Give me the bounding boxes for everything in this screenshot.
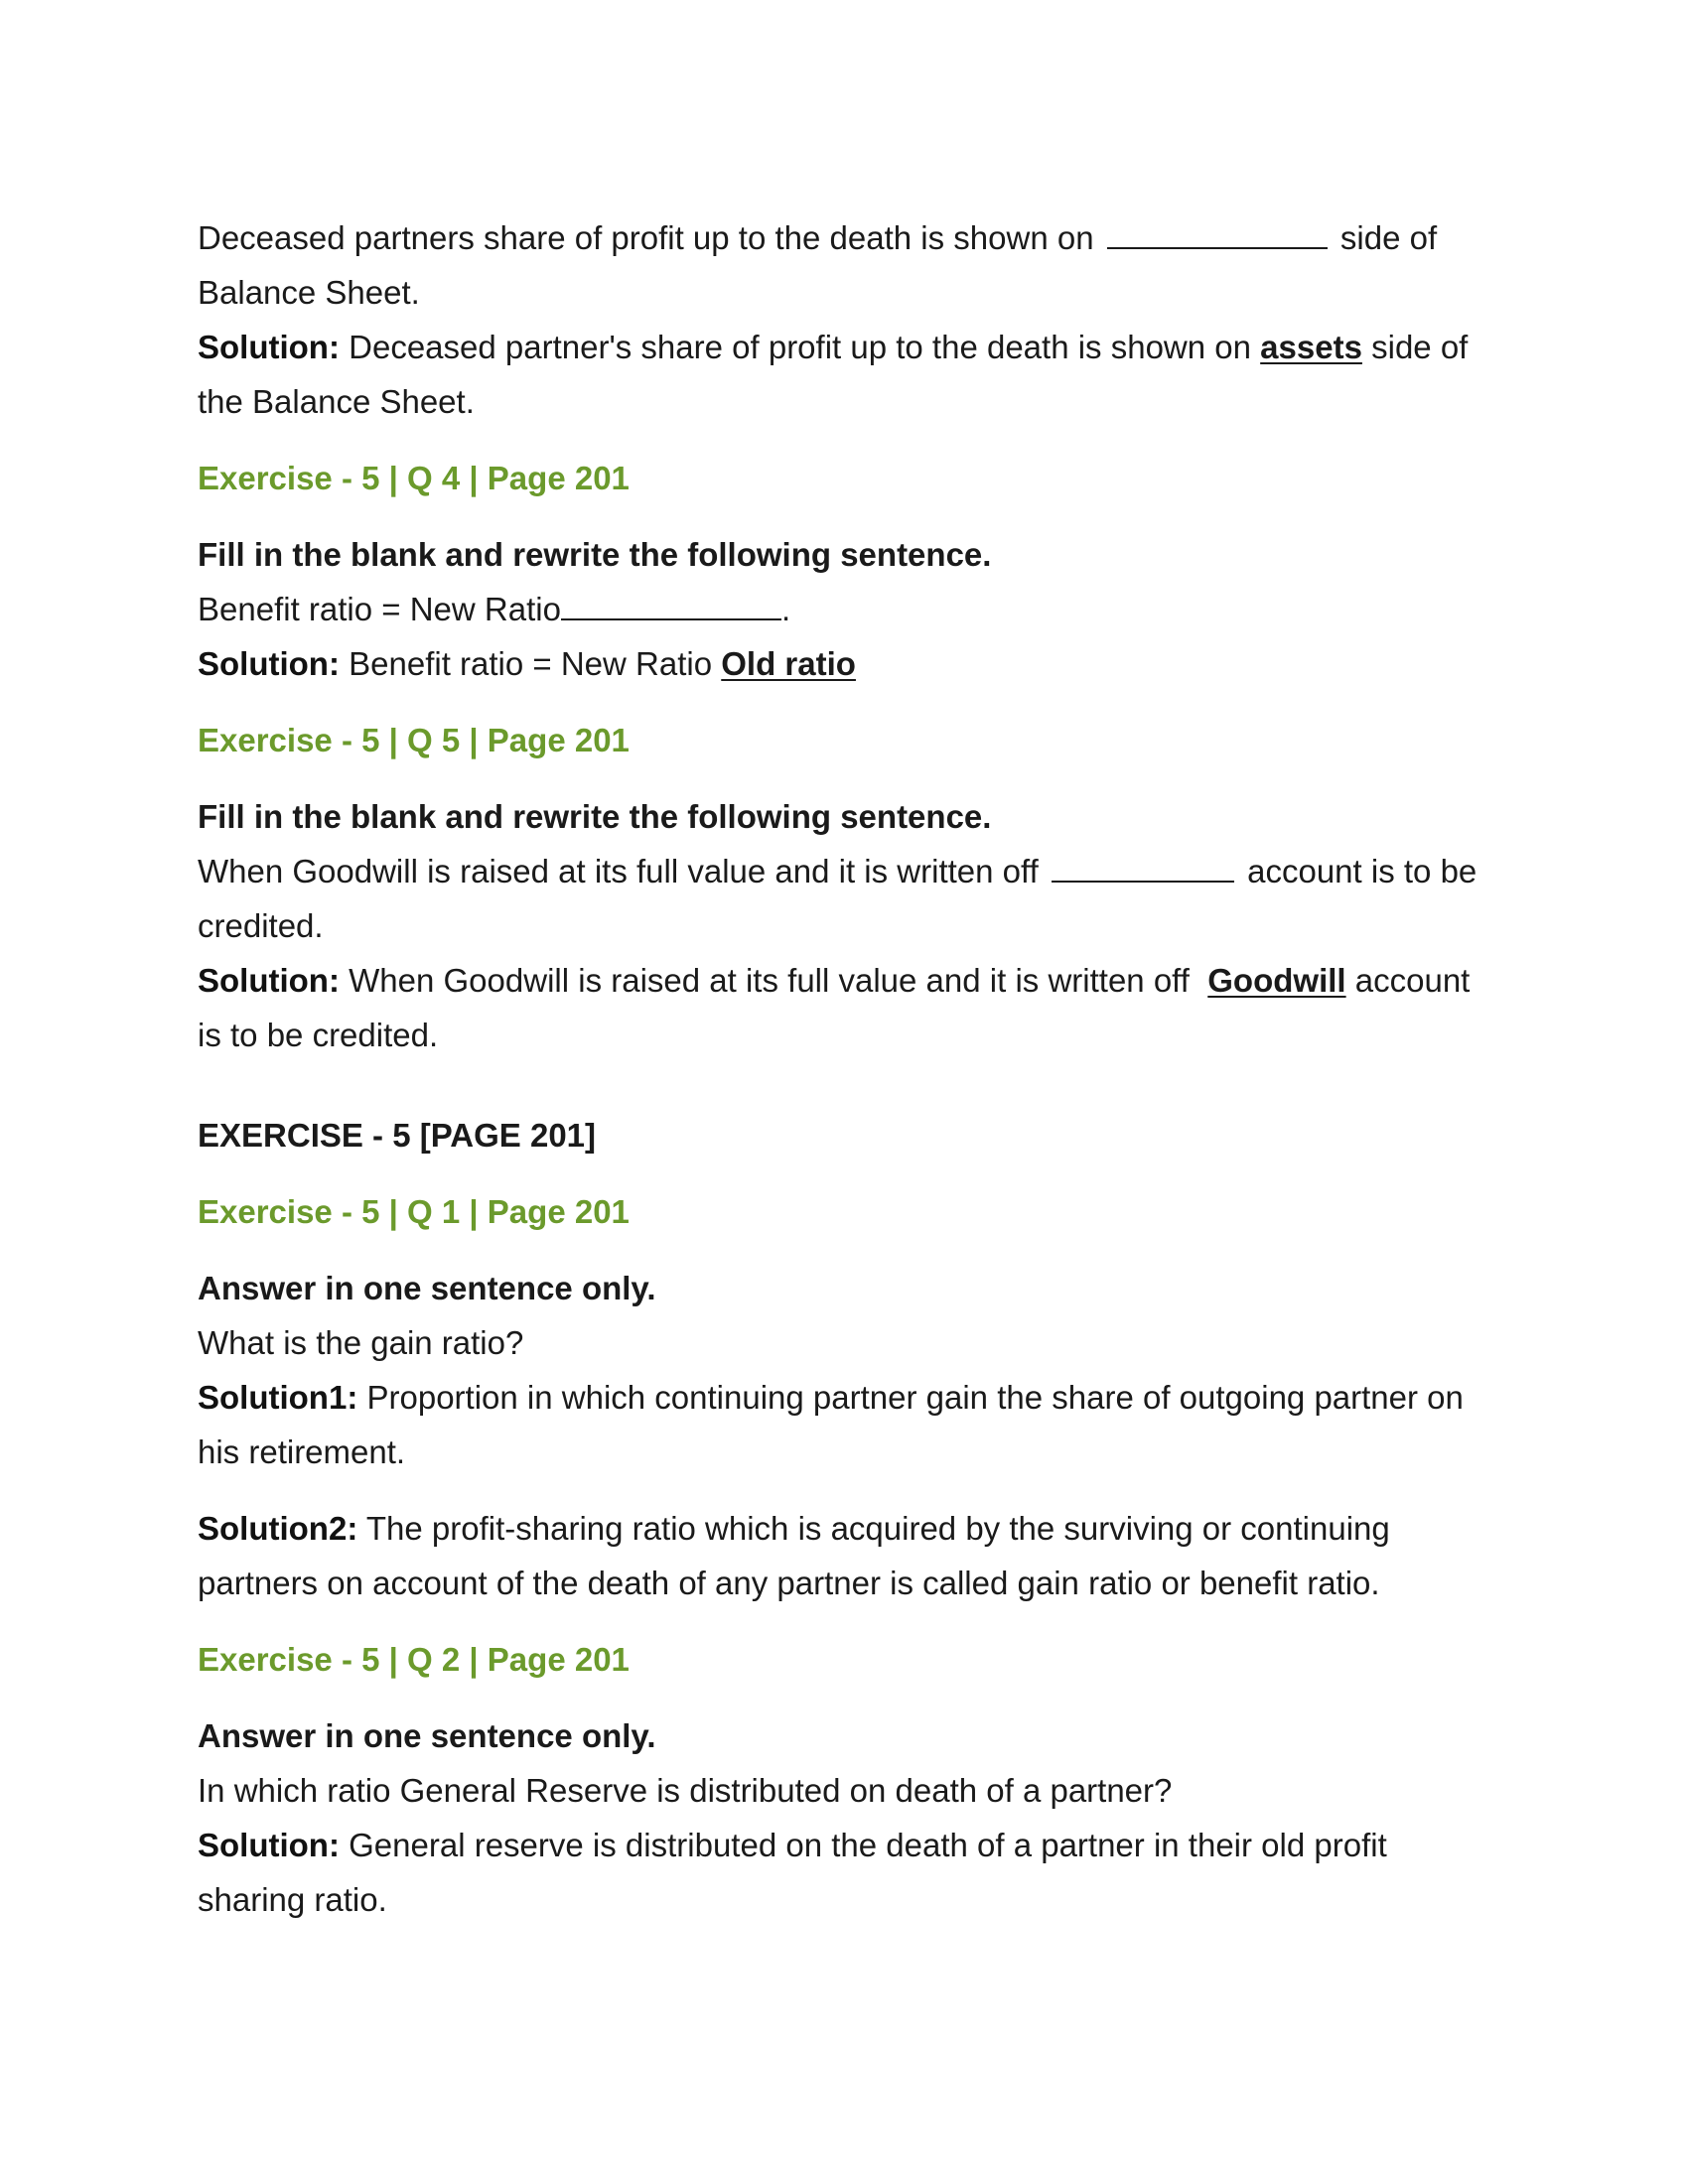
question-instruction: Answer in one sentence only. [198, 1270, 656, 1306]
solution-label: Solution: [198, 645, 340, 682]
solution-label: Solution1: [198, 1379, 358, 1416]
solution-text-part: the Balance Sheet. [198, 383, 475, 420]
question-text-part: Deceased partners share of profit up to the death is shown on [198, 219, 1094, 256]
solution-text-part: When Goodwill is raised at its full value and it is written off [349, 962, 1190, 999]
solution-text-part: side of [1371, 329, 1469, 365]
question-text-part: side of [1339, 219, 1438, 256]
question-text-part: Balance Sheet. [198, 274, 420, 311]
question-text-part: . [780, 591, 791, 627]
question-instruction: Fill in the blank and rewrite the following sentence. [198, 798, 992, 835]
solution-answer: Goodwill [1207, 962, 1346, 999]
solution-text-part: account [1354, 962, 1471, 999]
exercise-heading: Exercise - 5 | Q 5 | Page 201 [198, 722, 630, 758]
solution-text-part: his retirement. [198, 1433, 406, 1470]
answer-blank [561, 589, 781, 620]
solution-text [198, 1501, 1498, 1610]
solution-answer: assets [1260, 329, 1362, 365]
question-text: What is the gain ratio? [198, 1324, 524, 1361]
question-text: In which ratio General Reserve is distributed on death of a partner? [198, 1772, 1173, 1809]
solution-label: Solution: [198, 962, 340, 999]
solution-text [198, 636, 1498, 691]
solution-label: Solution: [198, 1827, 340, 1863]
answer-blank [1107, 217, 1328, 249]
question-instruction: Answer in one sentence only. [198, 1717, 656, 1754]
solution-text [198, 320, 1498, 429]
answer-blank [1052, 851, 1234, 883]
solution-label: Solution2: [198, 1510, 358, 1547]
solution-text-part: Proportion in which continuing partner gain the share of outgoing partner on [366, 1379, 1464, 1416]
question-text [198, 210, 1498, 320]
question-text-part: account is to be [1247, 853, 1477, 889]
solution-text-part: Deceased partner's share of profit up to the death is shown on [349, 329, 1251, 365]
exercise-heading: Exercise - 5 | Q 1 | Page 201 [198, 1193, 630, 1230]
solution-text-part: sharing ratio. [198, 1881, 387, 1918]
question-text-part: Benefit ratio = New Ratio [198, 591, 561, 627]
document-page [198, 210, 1498, 1927]
question-instruction: Fill in the blank and rewrite the following sentence. [198, 536, 992, 573]
question-text [198, 844, 1498, 953]
section-heading: EXERCISE - 5 [PAGE 201] [198, 1117, 597, 1154]
exercise-heading: Exercise - 5 | Q 4 | Page 201 [198, 460, 630, 496]
solution-text-part: is to be credited. [198, 1017, 439, 1053]
question-text-part: credited. [198, 907, 324, 944]
solution-text-part: partners on account of the death of any partner is called gain ratio or benefit ratio. [198, 1565, 1380, 1601]
solution-text-part: Benefit ratio = New Ratio [349, 645, 713, 682]
solution-text [198, 1818, 1498, 1927]
solution-text-part: General reserve is distributed on the death of a partner in their old profit [349, 1827, 1387, 1863]
solution-text-part: The profit-sharing ratio which is acquired by the surviving or continuing [365, 1510, 1390, 1547]
solution-answer: Old ratio [721, 645, 856, 682]
solution-text [198, 1370, 1498, 1479]
question-text [198, 582, 1498, 636]
exercise-heading: Exercise - 5 | Q 2 | Page 201 [198, 1641, 630, 1678]
question-text-part: When Goodwill is raised at its full value and it is written off [198, 853, 1039, 889]
solution-text [198, 953, 1498, 1062]
solution-label: Solution: [198, 329, 340, 365]
